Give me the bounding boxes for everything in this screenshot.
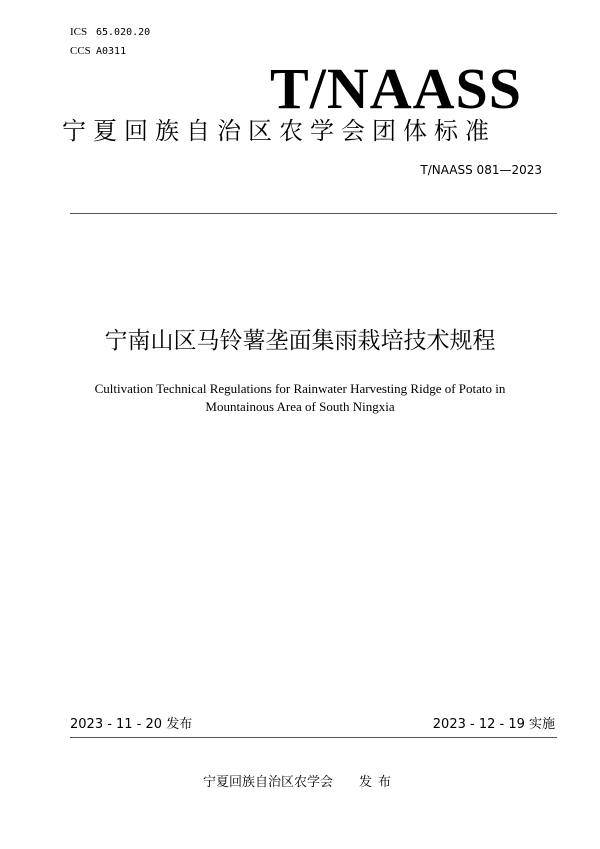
header-divider (70, 213, 557, 214)
document-title-english (50, 380, 550, 416)
document-title-chinese: 宁南山区马铃薯垄面集雨栽培技术规程 (104, 328, 496, 354)
ics-label: ICS (70, 26, 88, 38)
implementation-date: 2023 - 12 - 19 实施 (432, 717, 555, 732)
issue-date: 2023 - 11 - 20 发布 (70, 717, 193, 732)
publisher-line (0, 775, 600, 791)
ccs-label: CCS (70, 45, 91, 57)
ccs-value: A0311 (96, 46, 127, 57)
english-title-line-1: Cultivation Technical Regulations for Rainwater Harvesting Ridge of Potato in (94, 381, 506, 396)
english-title-line-2: Mountainous Area of South Ningxia (205, 399, 395, 414)
standard-number: T/NAASS 081—2023 (420, 163, 542, 177)
ics-classification (70, 26, 150, 39)
ics-value: 65.020.20 (96, 27, 151, 38)
ccs-classification (70, 45, 126, 58)
footer-divider (70, 737, 557, 738)
organization-standard-title: 宁夏回族自治区农学会团体标准 (62, 117, 496, 145)
publisher-action: 发布 (359, 775, 398, 790)
publisher-organization: 宁夏回族自治区农学会 (202, 775, 333, 790)
standard-logo: T/NAASS (270, 56, 522, 121)
